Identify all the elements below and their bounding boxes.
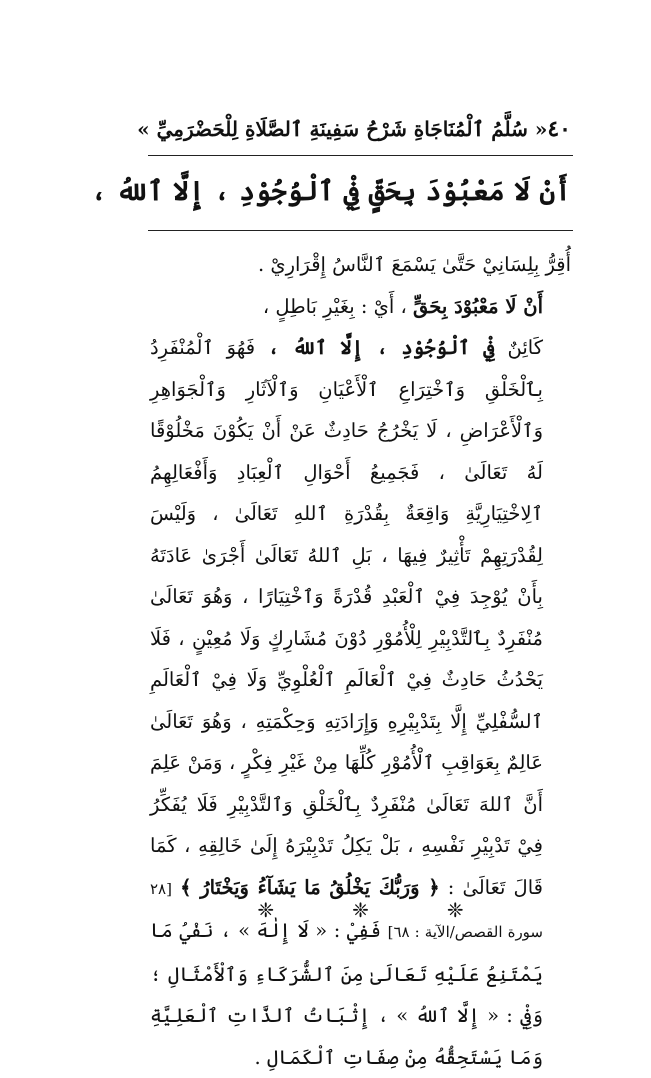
running-title: « سُلَّمُ ٱلْمُنَاجَاةِ شَرْحُ سَفِينَةِ ٱلصَّلَاةِ لِلْحَضْرَمِيِّ » — [137, 117, 548, 141]
commentary-body — [150, 244, 571, 1078]
paragraph-1-text: أُقِرُّ بِلِسَانِيْ حَتَّىٰ يَسْمَعَ ٱلنَّاسُ إِقْرَارِيْ . — [257, 253, 571, 276]
header-divider — [148, 155, 573, 156]
verse-citation: [٢٨ سورة القصص/الآية : ٦٨] — [150, 879, 543, 941]
page-header — [137, 116, 571, 146]
ornament-icon: ❈ — [257, 898, 275, 922]
paragraph-3-lead: كَائِنٌ — [507, 336, 543, 359]
paragraph-3-end: فَفِيْ : « لَا إِلٰهَ » ، نَفْيُ مَا يَمْتَنِعُ عَلَيْهِ تَعَالَىٰ مِنَ ٱلشُّرَكَاءِ وَٱلْأَمْثَالِ ؛ وَفِيْ : « إِلَّا ٱللهُ » ، إِثْبَاتُ ٱلذَّاتِ ٱلْعَلِيَّةِ وَمَا يَسْتَحِقُّهُ مِنْ صِفَاتِ ٱلْكَمَالِ . — [150, 919, 543, 1069]
section-ornaments — [150, 898, 571, 922]
matn-quote-2: فِيْ ٱلْوُجُوْدِ ، إِلَّا ٱللهُ ، — [267, 336, 495, 359]
paragraph-2-text: ، أَيْ : بِغَيْرِ بَاطِلٍ ، — [262, 294, 407, 318]
matn-text: أَنْ لَا مَعْبُوْدَ بِحَقٍّ فِيْ ٱلْوُجُوْدِ ، إِلَّا ٱللهُ ، — [90, 176, 571, 207]
matn-divider — [148, 230, 573, 231]
paragraph-2 — [150, 286, 571, 328]
quran-verse: ﴿ وَرَبُّكَ يَخْلُقُ مَا يَشَآءُ وَيَخْتَارُ ﴾ — [180, 875, 440, 899]
ornament-icon: ❈ — [352, 898, 369, 922]
ornament-icon: ❈ — [446, 898, 464, 922]
paragraph-1 — [150, 244, 571, 286]
paragraph-3-text: فَهُوَ ٱلْمُنْفَرِدُ بِٱلْخَلْقِ وَٱخْتِرَاعِ ٱلْأَعْيَانِ وَٱلْآثَارِ وَٱلْجَوَاهِرِ وَٱلْأَعْرَاضِ ، لَا يَخْرُجُ حَادِثٌ عَنْ أَنْ يَكُوْنَ مَخْلُوْقًا لَهُ تَعَالَىٰ ، فَجَمِيعُ أَحْوَالِ ٱلْعِبَادِ وَأَفْعَالِهِمُ ٱلِاخْتِيَارِيَّةِ وَاقِعَةٌ بِقُدْرَةِ ٱللهِ تَعَالَىٰ ، وَلَيْسَ لِقُدْرَتِهِمْ تَأْثِيرٌ فِيهَا ، بَلِ ٱللهُ تَعَالَىٰ أَجْرَىٰ عَادَتَهُ بِأَنْ يُوْجِدَ فِيْ ٱلْعَبْدِ قُدْرَةً وَٱخْتِيَارًا ، وَهُوَ تَعَالَىٰ مُنْفَرِدٌ بِٱلتَّدْبِيْرِ لِلْأُمُوْرِ دُوْنَ مُشَارِكٍ وَلَا مُعِيْنٍ ، فَلَا يَحْدُثُ حَادِثٌ فِيْ ٱلْعَالَمِ ٱلْعُلْوِيِّ وَلَا فِيْ ٱلْعَالَمِ ٱلسُّفْلِيِّ إِلَّا بِتَدْبِيْرِهِ وَإِرَادَتِهِ وَحِكْمَتِهِ ، وَهُوَ تَعَالَىٰ عَالِمٌ بِعَوَاقِبِ ٱلْأُمُوْرِ كُلِّهَا مِنْ غَيْرِ فِكْرٍ ، وَمَنْ عَلِمَ أَنَّ ٱللهَ تَعَالَىٰ مُنْفَرِدٌ بِٱلْخَلْقِ وَٱلتَّدْبِيْرِ فَلَا يُفَكِّرُ فِيْ تَدْبِيْرِ نَفْسِهِ ، بَلْ يَكِلُ تَدْبِيْرَهُ إِلَىٰ خَالِقِهِ ، كَمَا قَالَ تَعَالَىٰ : — [150, 336, 543, 899]
paragraph-3 — [150, 327, 571, 1078]
matn-quote: أَنْ لَا مَعْبُوْدَ بِحَقٍّ — [413, 294, 543, 318]
page-number: ٤٠ — [547, 116, 571, 142]
